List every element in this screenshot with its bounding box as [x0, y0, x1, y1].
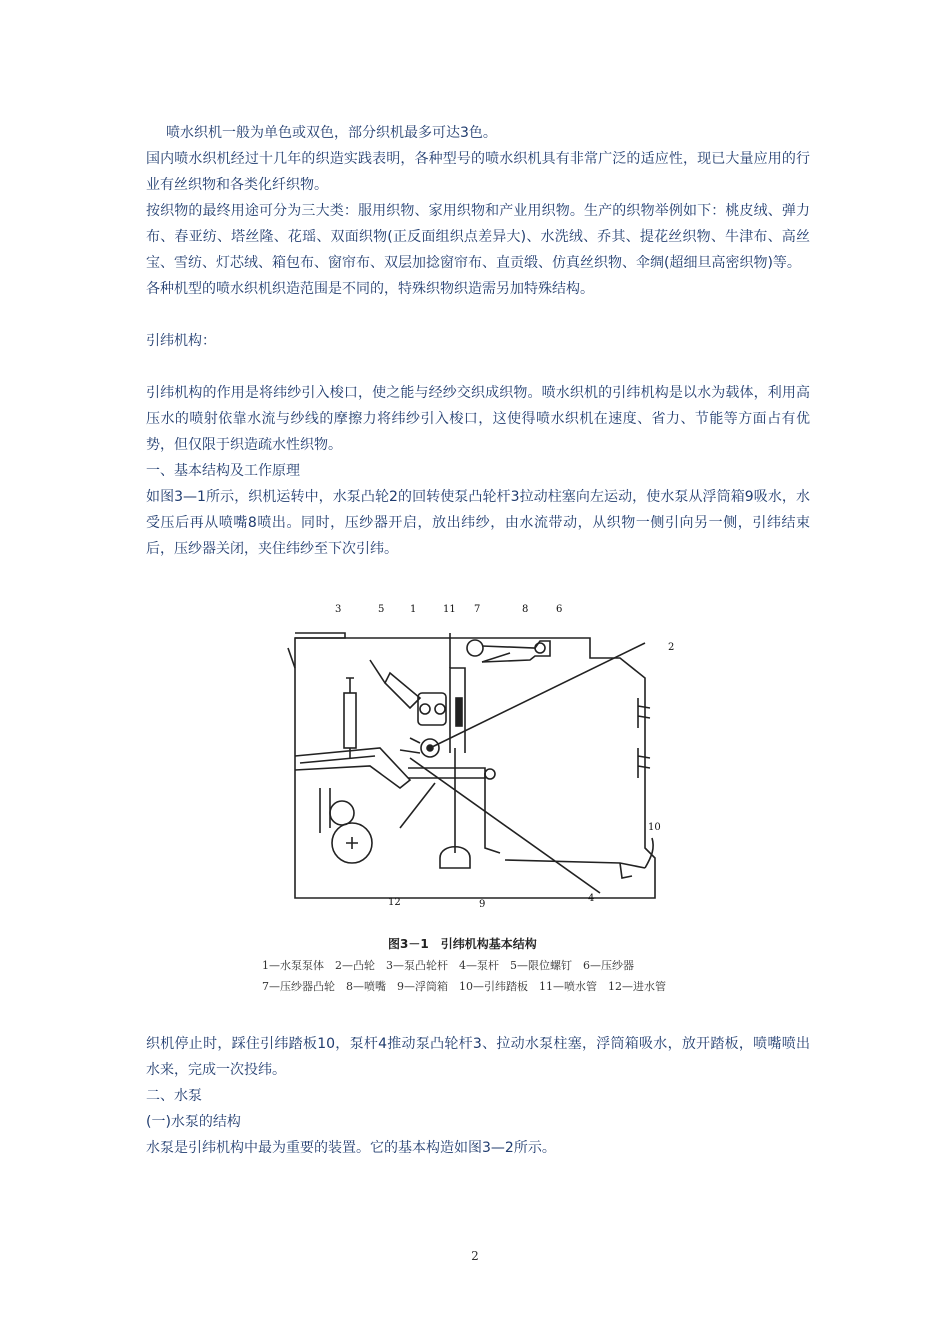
callout-9: 9 [479, 899, 486, 910]
heading-pump-structure: (一)水泵的结构 [146, 1114, 241, 1130]
body-text-after-figure [146, 1031, 810, 1161]
figure-legend-line-2: 7—压纱器凸轮 8—喷嘴 9—浮筒箱 10—引纬踏板 11—喷水管 12—进水管 [262, 980, 666, 993]
callout-2: 2 [668, 642, 675, 653]
paragraph-basic-structure: 如图3—1所示，织机运转中，水泵凸轮2的回转使泵凸轮杆3拉动柱塞向左运动，使水泵从浮筒箱9吸水，水受压后再从喷嘴8喷出。同时，压纱器开启，放出纬纱，由水流带动，从织物一侧引向另一侧，引纬结束后，压纱器关闭，夹住纬纱至下次引纬。 [146, 489, 810, 557]
paragraph-fabric-categories: 按织物的最终用途可分为三大类：服用织物、家用织物和产业用织物。生产的织物举例如下：桃皮绒、弹力布、春亚纺、塔丝隆、花瑶、双面织物(正反面组织点差异大)、水洗绒、乔其、提花丝织物、牛津布、高丝宝、雪纺、灯芯绒、箱包布、窗帘布、双层加捻窗帘布、直贡缎、仿真丝织物、伞绸(超细旦高密织物)等。 [146, 203, 810, 271]
figure-title: 图3－1 引纬机构基本结构 [388, 937, 537, 951]
paragraph-adaptability: 国内喷水织机经过十几年的织造实践表明，各种型号的喷水织机具有非常广泛的适应性，现已大量应用的行业有丝织物和各类化纤织物。 [146, 151, 810, 193]
page-number: 2 [471, 1249, 479, 1263]
paragraph-weaving-range: 各种机型的喷水织机织造范围是不同的，特殊织物织造需另加特殊结构。 [146, 281, 594, 297]
heading-basic-structure: 一、基本结构及工作原理 [146, 463, 300, 479]
section-heading-weft-insertion: 引纬机构： [146, 333, 216, 349]
paragraph-pedal-operation: 织机停止时，踩住引纬踏板10，泵杆4推动泵凸轮杆3、拉动水泵柱塞，浮筒箱吸水，放开踏板，喷嘴喷出水来，完成一次投纬。 [146, 1036, 810, 1078]
paragraph-pump-intro: 水泵是引纬机构中最为重要的装置。它的基本构造如图3—2所示。 [146, 1140, 556, 1156]
mechanism-diagram [260, 598, 700, 998]
callout-1: 1 [410, 604, 417, 615]
callout-8: 8 [522, 604, 529, 615]
callout-6: 6 [556, 604, 563, 615]
callout-5: 5 [378, 604, 385, 615]
body-text [146, 120, 810, 562]
callout-10: 10 [648, 822, 661, 833]
callout-3: 3 [335, 604, 342, 615]
callout-12: 12 [388, 897, 401, 908]
callout-11: 11 [443, 604, 456, 615]
paragraph-weft-intro: 引纬机构的作用是将纬纱引入梭口，使之能与经纱交织成织物。喷水织机的引纬机构是以水为载体，利用高压水的喷射依靠水流与纱线的摩擦力将纬纱引入梭口，这使得喷水织机在速度、省力、节能等方面占有优势，但仅限于织造疏水性织物。 [146, 385, 810, 453]
callout-7: 7 [474, 604, 481, 615]
paragraph-color-count: 喷水织机一般为单色或双色，部分织机最多可达3色。 [166, 125, 497, 141]
figure-legend-line-1: 1—水泵泵体 2—凸轮 3—泵凸轮杆 4—泵杆 5—限位螺钉 6—压纱器 [262, 959, 634, 972]
figure-weft-mechanism [260, 598, 700, 998]
heading-water-pump: 二、水泵 [146, 1088, 202, 1104]
callout-4: 4 [588, 893, 595, 904]
